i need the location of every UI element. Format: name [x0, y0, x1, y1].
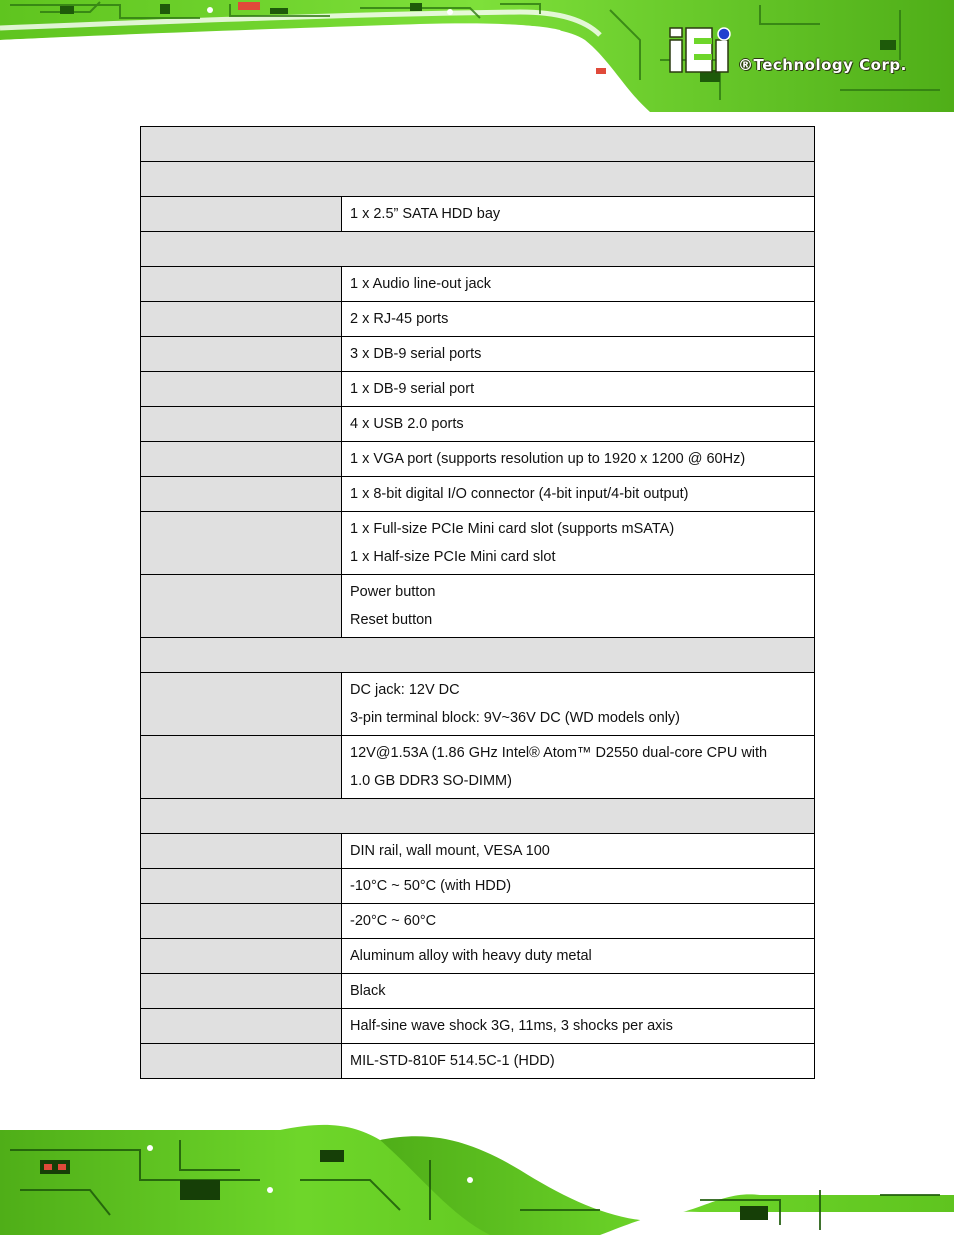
- spec-value: [342, 1009, 815, 1044]
- spec-row: [141, 939, 815, 974]
- header-banner: [0, 0, 954, 112]
- spec-value-line: DC jack: 12V DC: [350, 682, 460, 698]
- spec-row: [141, 337, 815, 372]
- spec-label: [141, 512, 342, 575]
- spec-label: [141, 869, 342, 904]
- spec-row: [141, 974, 815, 1009]
- spec-value: [342, 1044, 815, 1079]
- section-header-row: [141, 162, 815, 197]
- spec-row: [141, 372, 815, 407]
- spec-value-line: 12V@1.53A (1.86 GHz Intel® Atom™ D2550 dual-core CPU with: [350, 745, 768, 761]
- spec-value: [342, 939, 815, 974]
- section-title: [141, 638, 815, 673]
- spec-value-line: Black: [350, 983, 386, 999]
- section-title: [141, 127, 815, 162]
- spec-value: [342, 834, 815, 869]
- spec-row: [141, 442, 815, 477]
- spec-value-line: 1 x Half-size PCIe Mini card slot: [350, 549, 556, 565]
- spec-row: [141, 197, 815, 232]
- spec-value-line: 1 x VGA port (supports resolution up to 1920 x 1200 @ 60Hz): [350, 451, 746, 467]
- spec-row: [141, 1009, 815, 1044]
- spec-value: [342, 442, 815, 477]
- spec-label: [141, 736, 342, 799]
- spec-label: [141, 834, 342, 869]
- section-title: [141, 232, 815, 267]
- spec-value-line: 3-pin terminal block: 9V~36V DC (WD models only): [350, 710, 680, 726]
- spec-value: [342, 673, 815, 736]
- spec-value-line: 1 x Audio line-out jack: [350, 276, 492, 292]
- spec-value-line: DIN rail, wall mount, VESA 100: [350, 843, 550, 859]
- spec-value-line: -10°C ~ 50°C (with HDD): [350, 878, 512, 894]
- section-header-row: [141, 799, 815, 834]
- spec-value: [342, 267, 815, 302]
- brand-text: ®Technology Corp.: [738, 56, 907, 74]
- spec-value-line: 1.0 GB DDR3 SO-DIMM): [350, 773, 512, 789]
- section-title: [141, 162, 815, 197]
- footer-banner: [0, 1120, 954, 1235]
- spec-value-line: Power button: [350, 584, 436, 600]
- spec-row: [141, 302, 815, 337]
- spec-label: [141, 939, 342, 974]
- spec-row: [141, 673, 815, 736]
- section-header-row: [141, 127, 815, 162]
- spec-label: [141, 197, 342, 232]
- section-title: [141, 799, 815, 834]
- spec-value-line: 1 x 2.5” SATA HDD bay: [350, 206, 501, 222]
- spec-value: [342, 869, 815, 904]
- spec-value: [342, 974, 815, 1009]
- spec-value-line: 1 x 8-bit digital I/O connector (4-bit input/4-bit output): [350, 486, 689, 502]
- spec-label: [141, 302, 342, 337]
- section-header-row: [141, 638, 815, 673]
- spec-label: [141, 267, 342, 302]
- spec-row: [141, 1044, 815, 1079]
- spec-label: [141, 904, 342, 939]
- spec-value-line: -20°C ~ 60°C: [350, 913, 437, 929]
- spec-row: [141, 477, 815, 512]
- spec-label: [141, 673, 342, 736]
- section-header-row: [141, 232, 815, 267]
- spec-value: [342, 477, 815, 512]
- spec-value-line: Reset button: [350, 612, 433, 628]
- spec-value-line: 1 x Full-size PCIe Mini card slot (supports mSATA): [350, 521, 675, 537]
- spec-label: [141, 974, 342, 1009]
- company-logo: [668, 26, 918, 82]
- spec-label: [141, 337, 342, 372]
- spec-value-line: 3 x DB-9 serial ports: [350, 346, 482, 362]
- spec-row: [141, 736, 815, 799]
- pcb-footer-graphic: [0, 1120, 954, 1235]
- spec-value: [342, 512, 815, 575]
- specification-table: [140, 126, 815, 1079]
- spec-value-line: 4 x USB 2.0 ports: [350, 416, 464, 432]
- spec-row: [141, 575, 815, 638]
- spec-value: [342, 197, 815, 232]
- spec-value: [342, 372, 815, 407]
- spec-value: [342, 337, 815, 372]
- spec-label: [141, 477, 342, 512]
- spec-label: [141, 407, 342, 442]
- spec-value: [342, 407, 815, 442]
- spec-value-line: Half-sine wave shock 3G, 11ms, 3 shocks per axis: [350, 1018, 673, 1034]
- spec-row: [141, 407, 815, 442]
- spec-label: [141, 575, 342, 638]
- spec-label: [141, 1009, 342, 1044]
- spec-row: [141, 267, 815, 302]
- spec-value-line: 2 x RJ-45 ports: [350, 311, 449, 327]
- spec-label: [141, 1044, 342, 1079]
- spec-value-line: MIL-STD-810F 514.5C-1 (HDD): [350, 1053, 555, 1069]
- spec-row: [141, 869, 815, 904]
- spec-row: [141, 904, 815, 939]
- iei-logo-icon: [668, 26, 734, 76]
- spec-value: [342, 736, 815, 799]
- spec-value: [342, 575, 815, 638]
- spec-row: [141, 834, 815, 869]
- spec-value-line: 1 x DB-9 serial port: [350, 381, 475, 397]
- spec-row: [141, 512, 815, 575]
- spec-value: [342, 904, 815, 939]
- spec-label: [141, 372, 342, 407]
- spec-value-line: Aluminum alloy with heavy duty metal: [350, 948, 592, 964]
- spec-value: [342, 302, 815, 337]
- spec-label: [141, 442, 342, 477]
